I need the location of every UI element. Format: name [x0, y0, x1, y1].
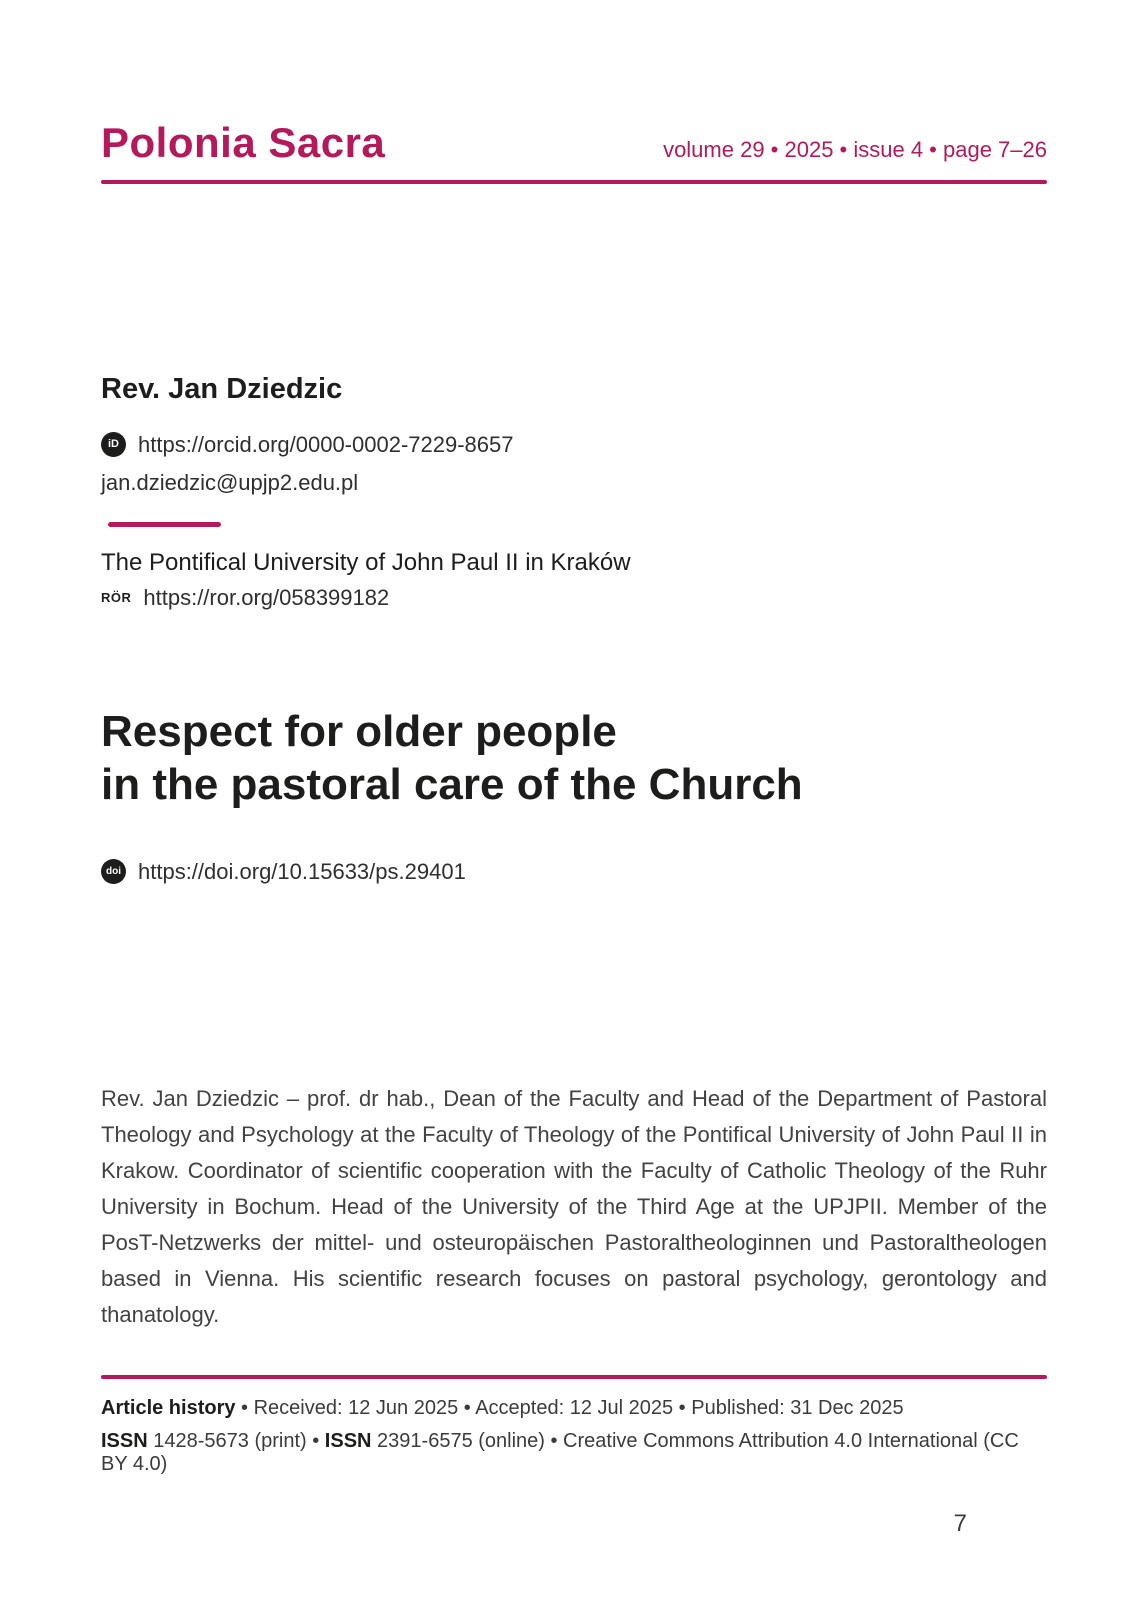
page-number: 7: [953, 1509, 967, 1537]
doi-row: [101, 859, 1047, 885]
doi-link[interactable]: https://doi.org/10.15633/ps.29401: [138, 858, 466, 884]
article-title-line1: Respect for older people: [101, 706, 617, 756]
author-divider-rule: [108, 522, 221, 527]
journal-logo: Polonia Sacra: [101, 119, 386, 166]
issn-online-text: 2391-6575 (online) • Creative Commons Attribution 4.0 International (CC BY 4.0): [101, 1429, 1019, 1475]
journal-header: [101, 119, 1047, 166]
issn-online-label: ISSN: [324, 1429, 372, 1452]
ror-icon: RÖR: [101, 590, 132, 606]
author-name: Rev. Jan Dziedzic: [101, 373, 343, 405]
article-history-line: [101, 1397, 1047, 1420]
issn-line: [101, 1430, 1047, 1476]
orcid-icon: iD: [101, 432, 126, 457]
orcid-link[interactable]: https://orcid.org/0000-0002-7229-8657: [138, 431, 514, 457]
author-email-link[interactable]: jan.dziedzic@upjp2.edu.pl: [101, 469, 359, 495]
article-history-label: Article history: [101, 1396, 236, 1419]
header-rule: [101, 180, 1047, 184]
issn-print-label: ISSN: [101, 1429, 148, 1452]
article-title-line2: in the pastoral care of the Church: [101, 759, 803, 809]
footer-rule: [101, 1375, 1047, 1379]
ror-link[interactable]: https://ror.org/058399182: [143, 584, 390, 610]
doi-icon: doi: [101, 859, 126, 884]
orcid-row: [101, 432, 1047, 458]
author-email-row: [101, 470, 1047, 496]
issn-print-text: 1428-5673 (print) •: [147, 1429, 325, 1452]
article-history-text: • Received: 12 Jun 2025 • Accepted: 12 Jul 2025 • Published: 31 Dec 2025: [235, 1396, 904, 1419]
ror-row: [101, 585, 1047, 611]
article-title: [101, 705, 1047, 811]
issue-info: volume 29 • 2025 • issue 4 • page 7–26: [663, 137, 1047, 162]
author-affiliation: The Pontifical University of John Paul II in Kraków: [101, 548, 631, 576]
author-bio: Rev. Jan Dziedzic – prof. dr hab., Dean of the Faculty and Head of the Department of Pastoral Theology and Psychology at the Faculty of Theology of the Pontifical University of John Paul II in Krakow. Coordinator of scientific cooperation with the Faculty of Catholic Theology of the Ruhr University in Bochum. Head of the University of the Third Age at the UPJPII. Member of the PosT-Netzwerks der mittel- und osteuropäischen Pastoraltheologinnen und Pastoraltheologen based in Vienna. His scientific research focuses on pastoral psychology, gerontology and thanatology.: [101, 1085, 1047, 1327]
